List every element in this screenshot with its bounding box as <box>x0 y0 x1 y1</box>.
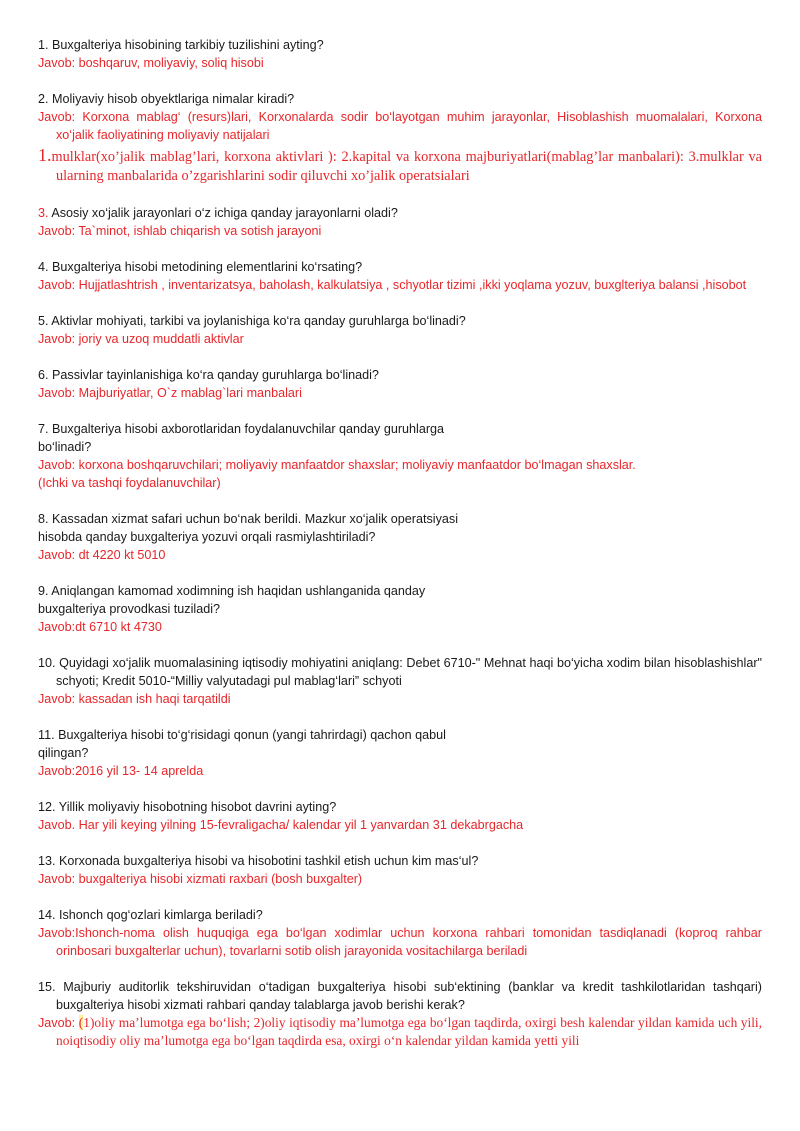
question-3-text: Asosiy xo‘jalik jarayonlari o‘z ichiga qanday jarayonlarni oladi? <box>48 206 398 220</box>
question-12: 12. Yillik moliyaviy hisobotning hisobot davrini ayting? <box>38 800 337 814</box>
qa-item-8 <box>38 510 762 564</box>
question-5: 5. Aktivlar mohiyati, tarkibi va joylanishiga ko‘ra qanday guruhlarga bo‘linadi? <box>38 314 466 328</box>
qa-item-5 <box>38 312 762 348</box>
question-7-cont: bo‘linadi? <box>38 440 92 454</box>
answer-8: Javob: dt 4220 kt 5010 <box>38 548 166 562</box>
answer-1: Javob: boshqaruv, moliyaviy, soliq hisobi <box>38 56 264 70</box>
answer-11: Javob:2016 yil 13- 14 aprelda <box>38 764 204 778</box>
qa-item-10 <box>38 654 762 708</box>
question-4: 4. Buxgalteriya hisobi metodining elementlarini ko‘rsating? <box>38 260 363 274</box>
question-11-cont: qilingan? <box>38 746 89 760</box>
question-13: 13. Korxonada buxgalteriya hisobi va hisobotini tashkil etish uchun kim mas‘ul? <box>38 854 479 868</box>
question-11: 11. Buxgalteriya hisobi to‘g‘risidagi qonun (yangi tahrirdagi) qachon qabul <box>38 728 446 742</box>
question-2: 2. Moliyaviy hisob obyektlariga nimalar kiradi? <box>38 92 295 106</box>
answer-9: Javob:dt 6710 kt 4730 <box>38 620 162 634</box>
answer-3: Javob: Ta`minot, ishlab chiqarish va sotish jarayoni <box>38 224 322 238</box>
question-9: 9. Aniqlangan kamomad xodimning ish haqidan ushlanganida qanday <box>38 584 426 598</box>
question-14: 14. Ishonch qog‘ozlari kimlarga beriladi? <box>38 908 263 922</box>
answer-10: Javob: kassadan ish haqi tarqatildi <box>38 692 231 706</box>
qa-item-4 <box>38 258 762 294</box>
answer-15-label: Javob: <box>38 1016 79 1030</box>
question-3 <box>38 204 762 222</box>
question-8-cont: hisobda qanday buxgalteriya yozuvi orqali rasmiylashtiriladi? <box>38 530 376 544</box>
qa-item-12 <box>38 798 762 834</box>
answer-7: Javob: korxona boshqaruvchilari; moliyaviy manfaatdor shaxslar; moliyaviy manfaatdor bo‘lmagan shaxslar. <box>38 458 636 472</box>
question-6: 6. Passivlar tayinlanishiga ko‘ra qanday guruhlarga bo‘linadi? <box>38 368 379 382</box>
question-15: 15. Majburiy auditorlik tekshiruvidan o‘tadigan buxgalteriya hisobi sub‘ektining (banklar va kredit tashkilotlaridan tashqari) buxgalteriya hisobi xizmati rahbari qanday talablarga javob berishi kerak? <box>38 980 762 1012</box>
question-7: 7. Buxgalteriya hisobi axborotlaridan foydalanuvchilar qanday guruhlarga <box>38 422 445 436</box>
answer-15 <box>38 1014 762 1050</box>
qa-item-13 <box>38 852 762 888</box>
answer-6: Javob: Majburiyatlar, O`z mablag`lari manbalari <box>38 386 302 400</box>
qa-item-2 <box>38 90 762 186</box>
qa-item-15 <box>38 978 762 1050</box>
qa-item-14 <box>38 906 762 960</box>
question-1: 1. Buxgalteriya hisobining tarkibiy tuzilishini ayting? <box>38 38 324 52</box>
answer-2-extra <box>38 146 762 186</box>
answer-5: Javob: joriy va uzoq muddatli aktivlar <box>38 332 244 346</box>
answer-7-cont: (Ichki va tashqi foydalanuvchilar) <box>38 476 221 490</box>
answer-2: Javob: Korxona mablag‘ (resurs)lari, Korxonalarda sodir bo‘layotgan muhim jarayonlar, Hisoblashish muomalalari, Korxona xo‘jalik faoliyatining moliyaviy natijalari <box>38 110 762 142</box>
qa-item-9 <box>38 582 762 636</box>
answer-2-extra-number: 1. <box>38 145 52 165</box>
answer-12: Javob. Har yili keying yilning 15-fevraligacha/ kalendar yil 1 yanvardan 31 dekabrgacha <box>38 818 524 832</box>
question-9-cont: buxgalteriya provodkasi tuziladi? <box>38 602 221 616</box>
answer-2-extra-text: mulklar(xo’jalik mablag’lari, korxona aktivlari ): 2.kapital va korxona majburiyatlari(mablag’lar manbalari): 3.mulklar va ularning manbalarida o’zgarishlarini sodir qiluvchi xo’jalik operatsialari <box>51 149 762 184</box>
answer-14: Javob:Ishonch-noma olish huquqiga ega bo‘lgan xodimlar uchun korxona rahbari tomonidan tasdiqlanadi (koproq rahbar orinbosari buxgalterlar uchun), tovarlarni sotib olish jarayonida vositachilarga beriladi <box>38 926 762 958</box>
answer-4: Javob: Hujjatlashtrish , inventarizatsya, baholash, kalkulatsiya , schyotlar tizimi ,ikki yoqlama yozuv, buxglteriya balansi ,hisobot <box>38 278 747 292</box>
question-10: 10. Quyidagi xo‘jalik muomalasining iqtisodiy mohiyatini aniqlang: Debet 6710-" Mehnat haqi bo‘yicha xodim bilan hisoblashishlar" schyoti; Kredit 5010-“Milliy valyutadagi pul mablag‘lari” schyoti <box>38 656 762 688</box>
question-3-number: 3. <box>38 206 49 220</box>
answer-15-text: 1)oliy ma’lumotga ega bo‘lish; 2)oliy iqtisodiy ma’lumotga ega bo‘lgan taqdirda, oxirgi besh kalendar yildan kamida uch yili, noiqtisodiy oliy ma’lumotga ega bo‘lgan taqdirda esa, oxirgi o‘n kalendar yildan kamida yetti yili <box>56 1015 763 1048</box>
document-page <box>38 36 762 1068</box>
qa-item-1 <box>38 36 762 72</box>
qa-item-3 <box>38 204 762 240</box>
qa-item-7 <box>38 420 762 492</box>
answer-15-paren: ( <box>78 1015 84 1030</box>
qa-item-6 <box>38 366 762 402</box>
answer-13: Javob: buxgalteriya hisobi xizmati raxbari (bosh buxgalter) <box>38 872 363 886</box>
question-8: 8. Kassadan xizmat safari uchun bo‘nak berildi. Mazkur xo‘jalik operatsiyasi <box>38 512 458 526</box>
qa-item-11 <box>38 726 762 780</box>
